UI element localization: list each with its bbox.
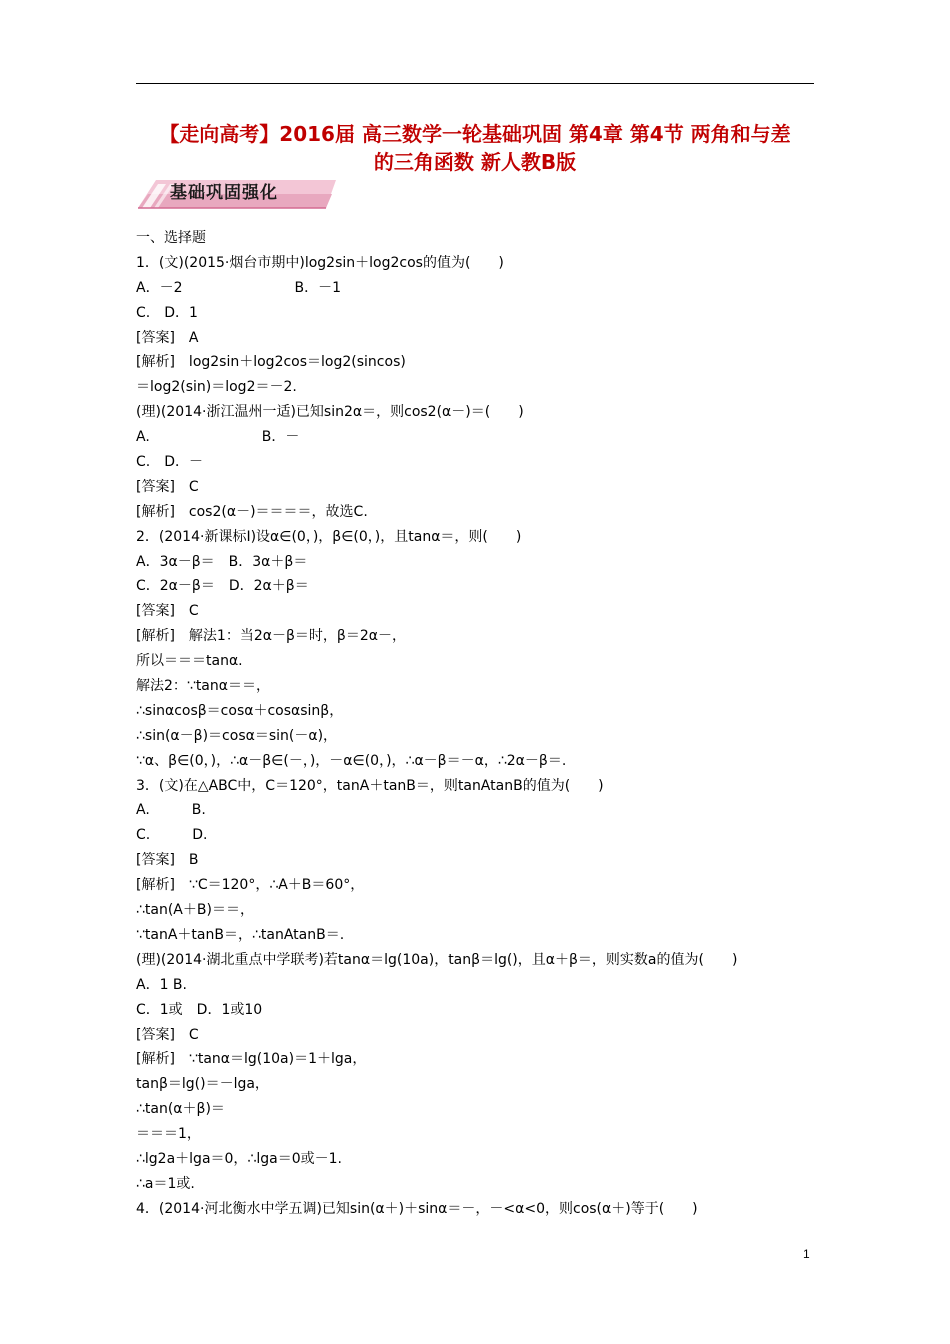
text-line: A. B．－ [136,429,300,446]
text-line: A．1 B. [136,976,187,993]
document-title [136,120,814,176]
text-line: 所以＝＝＝tanα. [136,653,243,670]
text-line: [答案] A [136,329,199,346]
text-line: [答案] B [136,852,199,869]
text-line: ∴tan(α＋β)＝ [136,1101,225,1118]
text-line: [解析] cos2(α－)＝＝＝＝，故选C. [136,503,368,520]
text-line: C. D. [136,827,208,844]
text-line: A．－2 B．－1 [136,279,341,296]
text-line: 3．(文)在△ABC中，C＝120°，tanA＋tanB＝，则tanAtanB的值为( ) [136,777,604,794]
title-line-2: 的三角函数 新人教B版 [373,150,577,174]
banner-label: 基础巩固强化 [170,183,278,203]
text-line: [答案] C [136,603,199,620]
text-line: 1．(文)(2015·烟台市期中)log2sin＋log2cos的值为( ) [136,254,504,271]
text-line: [答案] C [136,1026,199,1043]
text-line: [解析] ∵C＝120°，∴A＋B＝60°， [136,877,365,894]
text-line: ＝＝＝1， [136,1126,201,1143]
text-line: ∴a＝1或. [136,1175,195,1192]
text-line: 解法2：∵tanα＝＝， [136,678,270,695]
text-line: ∵α、β∈(0，)，∴α－β∈(－，)，－α∈(0，)，∴α－β＝－α，∴2α－β＝. [136,752,567,769]
header-rule [136,83,814,84]
text-line: ＝log2(sin)＝log2＝－2. [136,379,297,396]
text-line: 4．(2014·河北衡水中学五调)已知sin(α＋)＋sinα＝－，－<α<0，则cos(α＋)等于( ) [136,1200,698,1217]
text-line: C. D．－ [136,454,204,471]
text-line: C．2α－β＝ D．2α＋β＝ [136,578,309,595]
section-banner [136,176,336,210]
text-line: ∵tanA＋tanB＝，∴tanAtanB＝. [136,926,345,943]
text-line: A. B. [136,802,206,819]
text-line: (理)(2014·浙江温州一适)已知sin2α＝，则cos2(α－)＝( ) [136,404,524,421]
text-line: (理)(2014·湖北重点中学联考)若tanα＝lg(10a)，tanβ＝lg()，且α＋β＝，则实数a的值为( ) [136,951,738,968]
text-line: C．1或 D．1或10 [136,1001,263,1018]
text-line: [解析] ∵tanα＝lg(10a)＝1＋lga， [136,1051,367,1068]
text-line: [答案] C [136,478,199,495]
page-number: 1 [803,1247,810,1261]
document-body [136,226,826,1222]
text-line: A．3α－β＝ B．3α＋β＝ [136,553,308,570]
text-line: [解析] log2sin＋log2cos＝log2(sincos) [136,354,406,371]
title-line-1: 【走向高考】2016届 高三数学一轮基础巩固 第4章 第4节 两角和与差 [159,122,791,146]
text-line: 2．(2014·新课标Ⅰ)设α∈(0，)，β∈(0，)，且tanα＝，则( ) [136,528,522,545]
text-line: ∴sinαcosβ＝cosα＋cosαsinβ， [136,702,344,719]
text-line: ∴sin(α－β)＝cosα＝sin(－α)， [136,727,338,744]
text-line: ∴lg2a＋lga＝0，∴lga＝0或－1. [136,1150,342,1167]
text-line: C. D．1 [136,304,198,321]
text-line: [解析] 解法1：当2α－β＝时，β＝2α－， [136,628,406,645]
text-line: 一、选择题 [136,230,206,246]
text-line: tanβ＝lg()＝－lga， [136,1076,269,1093]
text-line: ∴tan(A＋B)＝＝， [136,902,254,919]
